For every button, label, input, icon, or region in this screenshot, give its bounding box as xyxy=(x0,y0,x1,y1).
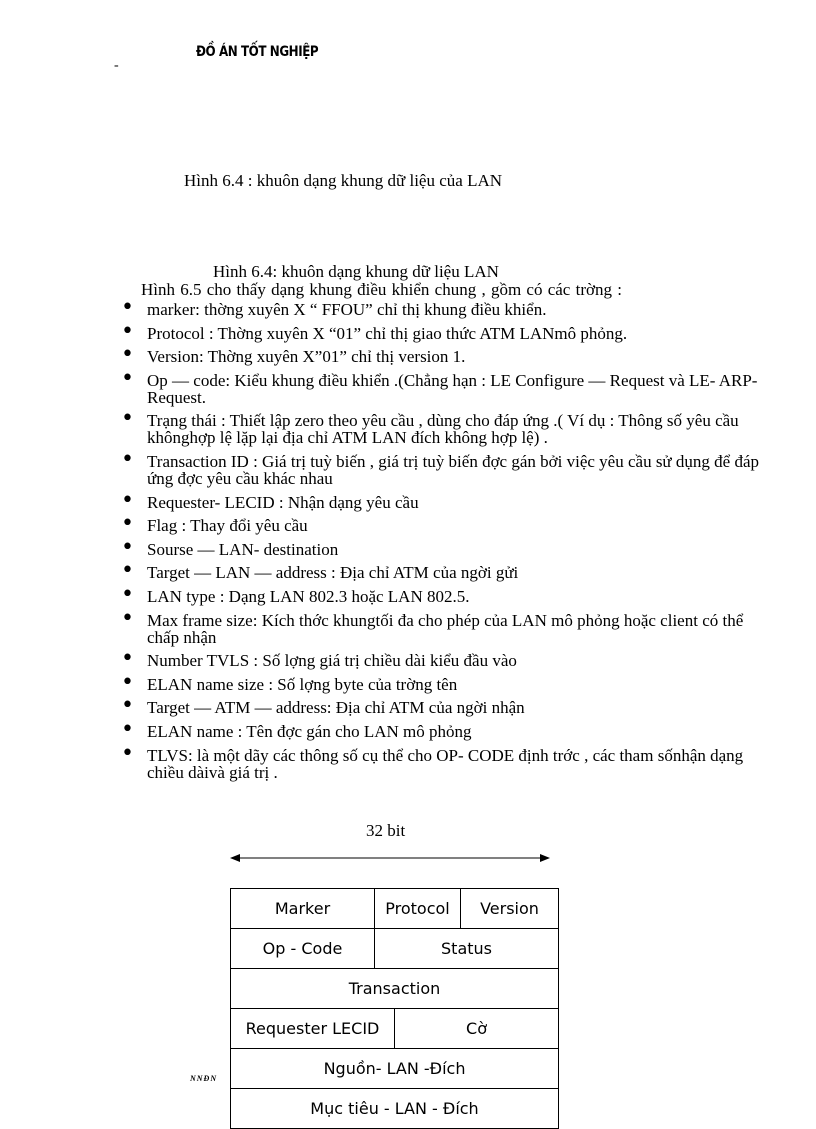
header-dash: - xyxy=(114,58,119,73)
list-item: • Transaction ID : Giá trị tuỳ biến , giá trị tuỳ biến đợc gán bởi việc yêu cầu sử dụng để đáp ứng đợc yêu cầu khác nhau xyxy=(121,453,761,487)
list-item: • marker: thờng xuyên X “ FFOU” chỉ thị khung điều khiển. xyxy=(121,301,761,318)
field-protocol: Protocol xyxy=(375,889,461,929)
page-header-title: ĐỒ ÁN TỐT NGHIỆP xyxy=(196,44,319,60)
list-item: • Target — ATM — address: Địa chỉ ATM của ngời nhận xyxy=(121,699,761,716)
list-item: • ELAN name size : Số lợng byte của trờng tên xyxy=(121,676,761,693)
field-requester-lecid: Requester LECID xyxy=(231,1009,395,1049)
list-item: • LAN type : Dạng LAN 802.3 hoặc LAN 802.5. xyxy=(121,588,761,605)
list-item: • ELAN name : Tên đợc gán cho LAN mô phỏng xyxy=(121,723,761,740)
list-item: • TLVS: là một dãy các thông số cụ thể cho OP- CODE định trớc , các tham sốnhận dạng chiều dàivà giá trị . xyxy=(121,747,761,781)
bit-width-label: 32 bit xyxy=(366,821,406,840)
list-item: • Flag : Thay đổi yêu cầu xyxy=(121,517,761,534)
list-item: • Version: Thờng xuyên X”01” chỉ thị version 1. xyxy=(121,348,761,365)
field-target-lan-destination: Mục tiêu - LAN - Đích xyxy=(231,1089,559,1129)
frame-format-diagram xyxy=(230,888,559,1129)
list-item: • Sourse — LAN- destination xyxy=(121,541,761,558)
field-marker: Marker xyxy=(231,889,375,929)
list-item: • Requester- LECID : Nhận dạng yêu cầu xyxy=(121,494,761,511)
list-item: • Protocol : Thờng xuyên X “01” chỉ thị giao thức ATM LANmô phỏng. xyxy=(121,325,761,342)
side-note: NNĐN xyxy=(190,1074,218,1083)
field-flag: Cờ xyxy=(395,1009,559,1049)
field-transaction: Transaction xyxy=(231,969,559,1009)
intro-paragraph: Hình 6.5 cho thấy dạng khung điều khiển chung , gồm có các trờng : xyxy=(141,280,622,299)
list-item: • Target — LAN — address : Địa chỉ ATM của ngời gửi xyxy=(121,564,761,581)
list-item: • Op — code: Kiểu khung điều khiển .(Chẳng hạn : LE Configure — Request và LE- ARP- Request. xyxy=(121,372,761,406)
list-item: • Max frame size: Kích thớc khungtối đa cho phép của LAN mô phỏng hoặc client có thể chấp nhận xyxy=(121,612,761,646)
list-item: • Trạng thái : Thiết lập zero theo yêu cầu , dùng cho đáp ứng .( Ví dụ : Thông số yêu cầu khônghợp lệ lặp lại địa chỉ ATM LAN đích không hợp lệ) . xyxy=(121,412,761,446)
double-arrow-icon xyxy=(228,850,552,866)
field-source-lan-destination: Nguồn- LAN -Đích xyxy=(231,1049,559,1089)
figure-caption-2: Hình 6.4: khuôn dạng khung dữ liệu LAN xyxy=(213,262,499,281)
field-opcode: Op - Code xyxy=(231,929,375,969)
field-status: Status xyxy=(375,929,559,969)
field-version: Version xyxy=(461,889,559,929)
figure-caption-1: Hình 6.4 : khuôn dạng khung dữ liệu của LAN xyxy=(184,171,503,190)
field-list xyxy=(121,301,761,787)
list-item: • Number TVLS : Số lợng giá trị chiều dài kiểu đầu vào xyxy=(121,652,761,669)
